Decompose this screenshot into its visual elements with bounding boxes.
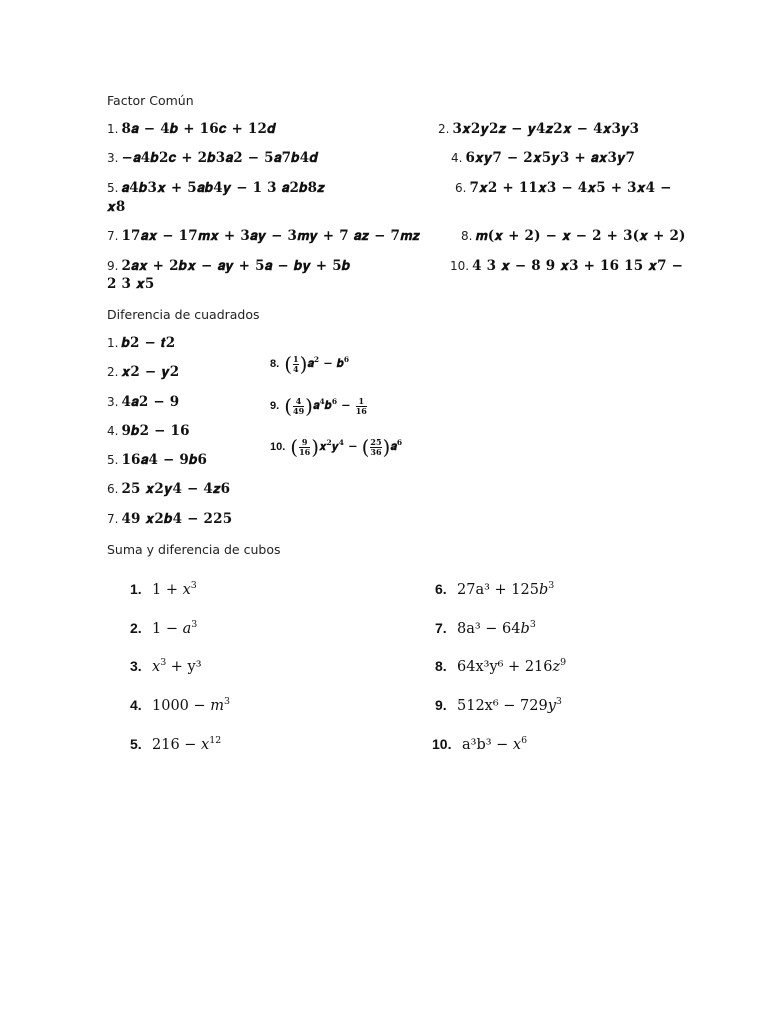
item-expression: $1 - a^3$ (152, 619, 198, 637)
factor-item-2 (438, 121, 639, 137)
item-number: 9. (435, 696, 447, 713)
item-number: 3. (130, 657, 142, 674)
item-expression: 𝒂4𝒃3𝒙 + 5𝒂𝒃4𝒚 − 1 3 𝒂2𝒃8𝒛 (121, 180, 325, 196)
fraction: $\frac{9}{16}$ (299, 436, 311, 457)
cubos-item-2 (130, 619, 197, 638)
cubos-item-4 (130, 696, 230, 715)
item-number: 6. (107, 482, 119, 496)
fraction: $\frac{1}{16}$ (355, 395, 367, 416)
cubos-item-8 (435, 657, 566, 676)
item-expression: 2𝒂𝒙 + 2𝒃𝒙 − 𝒂𝒚 + 5𝒂 − 𝒃𝒚 + 5𝒃 (121, 258, 351, 274)
item-expression: 3𝒙2𝒚2𝒛 − 𝒚4𝒛2𝒙 − 4𝒙3𝒚3 (452, 121, 640, 137)
cuadrados-item-10: 10. ( $\frac{9}{16}$ )𝒙$^2$𝒚$^4$ − ( $\frac{25}{36}$ )𝒂$^6$ (270, 435, 403, 459)
item-number: 3. (107, 395, 119, 409)
item-expression: 𝒙2 − 𝒚2 (121, 364, 180, 380)
item-expression: 16𝒂4 − 9𝒃6 (121, 452, 208, 468)
item-number: 10. (450, 259, 470, 273)
item-number: 1. (130, 580, 142, 597)
item-expression: $512x^6 - 729y^3$ (457, 696, 562, 714)
item-expression: 4 3 𝒙 − 8 9 𝒙3 + 16 15 𝒙7 − (472, 258, 684, 274)
item-number: 7. (107, 229, 119, 243)
item-expression: $8a^3 - 64b^3$ (457, 619, 536, 637)
item-number: 4. (107, 424, 119, 438)
item-number: 6. (455, 181, 467, 195)
item-number: 5. (107, 453, 119, 467)
item-expression: −𝒂4𝒃2𝒄 + 2𝒃3𝒂2 − 5𝒂7𝒃4𝒅 (121, 150, 318, 166)
item-expression: $216 - x^{12}$ (152, 735, 222, 753)
cuadrados-item-7 (107, 511, 232, 527)
item-number: 2. (130, 619, 142, 636)
item-expression: 17𝒂𝒙 − 17𝒎𝒙 + 3𝒂𝒚 − 3𝒎𝒚 + 7 𝒂𝒛 − 7𝒎𝒛 (121, 228, 421, 244)
cubos-item-3 (130, 657, 202, 676)
cuadrados-item-3 (107, 394, 179, 410)
item-number: 5. (107, 181, 119, 195)
item-number: 2. (107, 365, 119, 379)
factor-item-8 (461, 228, 686, 244)
cubos-item-7 (435, 619, 536, 638)
item-number: 8. (270, 358, 280, 370)
cubos-item-5 (130, 735, 221, 754)
item-number: 9. (270, 400, 280, 412)
cuadrados-item-4 (107, 423, 190, 439)
item-expression-cont: 2 3 𝒙5 (107, 276, 155, 292)
item-number: 7. (107, 512, 119, 526)
item-number: 1. (107, 122, 119, 136)
item-expression: 4𝒂2 − 9 (121, 394, 180, 410)
item-expression: $27a^3 + 125b^3$ (457, 580, 555, 598)
cubos-item-10 (432, 735, 527, 754)
item-expression: $64x^3y^6 + 216z^9$ (457, 657, 567, 675)
section-title-suma-diferencia-cubos: Suma y diferencia de cubos (107, 542, 281, 557)
item-number: 4. (451, 151, 463, 165)
cuadrados-item-9: 9. ( $\frac{4}{49}$ )𝒂$^4$𝒃$^6$ − $\frac{1}{16}$ (270, 394, 367, 418)
fraction: $\frac{4}{49}$ (293, 395, 305, 416)
item-number: 2. (438, 122, 450, 136)
fraction: $\frac{25}{36}$ (370, 436, 382, 457)
item-number: 6. (435, 580, 447, 597)
factor-item-3 (107, 150, 318, 166)
item-number: 9. (107, 259, 119, 273)
item-expression: 6𝒙𝒚7 − 2𝒙5𝒚3 + 𝒂𝒙3𝒚7 (465, 150, 636, 166)
factor-item-9 (107, 258, 350, 274)
item-expression: $1 + x^3$ (152, 580, 197, 598)
cubos-item-9 (435, 696, 562, 715)
cuadrados-item-5 (107, 452, 207, 468)
factor-item-1 (107, 121, 276, 137)
cubos-item-6 (435, 580, 554, 599)
factor-item-9-continuation (107, 276, 154, 292)
factor-item-7 (107, 228, 420, 244)
item-number: 4. (130, 696, 142, 713)
cuadrados-item-2 (107, 364, 179, 380)
fraction: $\frac{1}{4}$ (293, 353, 299, 374)
item-number: 7. (435, 619, 447, 636)
item-expression: 8𝒂 − 4𝒃 + 16𝒄 + 12𝒅 (121, 121, 276, 137)
factor-item-5-continuation (107, 199, 125, 215)
factor-item-5 (107, 180, 325, 196)
factor-item-4 (451, 150, 635, 166)
item-number: 8. (435, 657, 447, 674)
cuadrados-item-8: 8. ( $\frac{1}{4}$ )𝒂$^2$ − 𝒃$^6$ (270, 352, 350, 376)
item-number: 10. (432, 735, 452, 752)
item-expression: 7𝒙2 + 11𝒙3 − 4𝒙5 + 3𝒙4 − (469, 180, 672, 196)
item-expression: 9𝒃2 − 16 (121, 423, 190, 439)
item-expression: $1000 - m^3$ (152, 696, 231, 714)
factor-item-6 (455, 180, 672, 196)
cuadrados-item-6 (107, 481, 230, 497)
item-expression-cont: 𝒙8 (107, 199, 126, 215)
section-title-factor-comun: Factor Común (107, 93, 194, 108)
item-number: 3. (107, 151, 119, 165)
item-expression: 𝒃2 − 𝒕2 (121, 335, 176, 351)
section-title-diferencia-cuadrados: Diferencia de cuadrados (107, 307, 260, 322)
item-expression: 49 𝒙2𝒃4 − 225 (121, 511, 233, 527)
item-number: 10. (270, 441, 286, 453)
cuadrados-item-1 (107, 335, 175, 351)
item-expression: $x^3 + y^3$ (152, 657, 202, 675)
factor-item-10 (450, 258, 683, 274)
cubos-item-1 (130, 580, 197, 599)
item-number: 5. (130, 735, 142, 752)
item-number: 8. (461, 229, 473, 243)
item-expression: 25 𝒙2𝒚4 − 4𝒛6 (121, 481, 231, 497)
item-expression: $a^3b^3 - x^6$ (462, 735, 528, 753)
item-number: 1. (107, 336, 119, 350)
item-expression: 𝒎(𝒙 + 2) − 𝒙 − 2 + 3(𝒙 + 2) (475, 228, 686, 244)
